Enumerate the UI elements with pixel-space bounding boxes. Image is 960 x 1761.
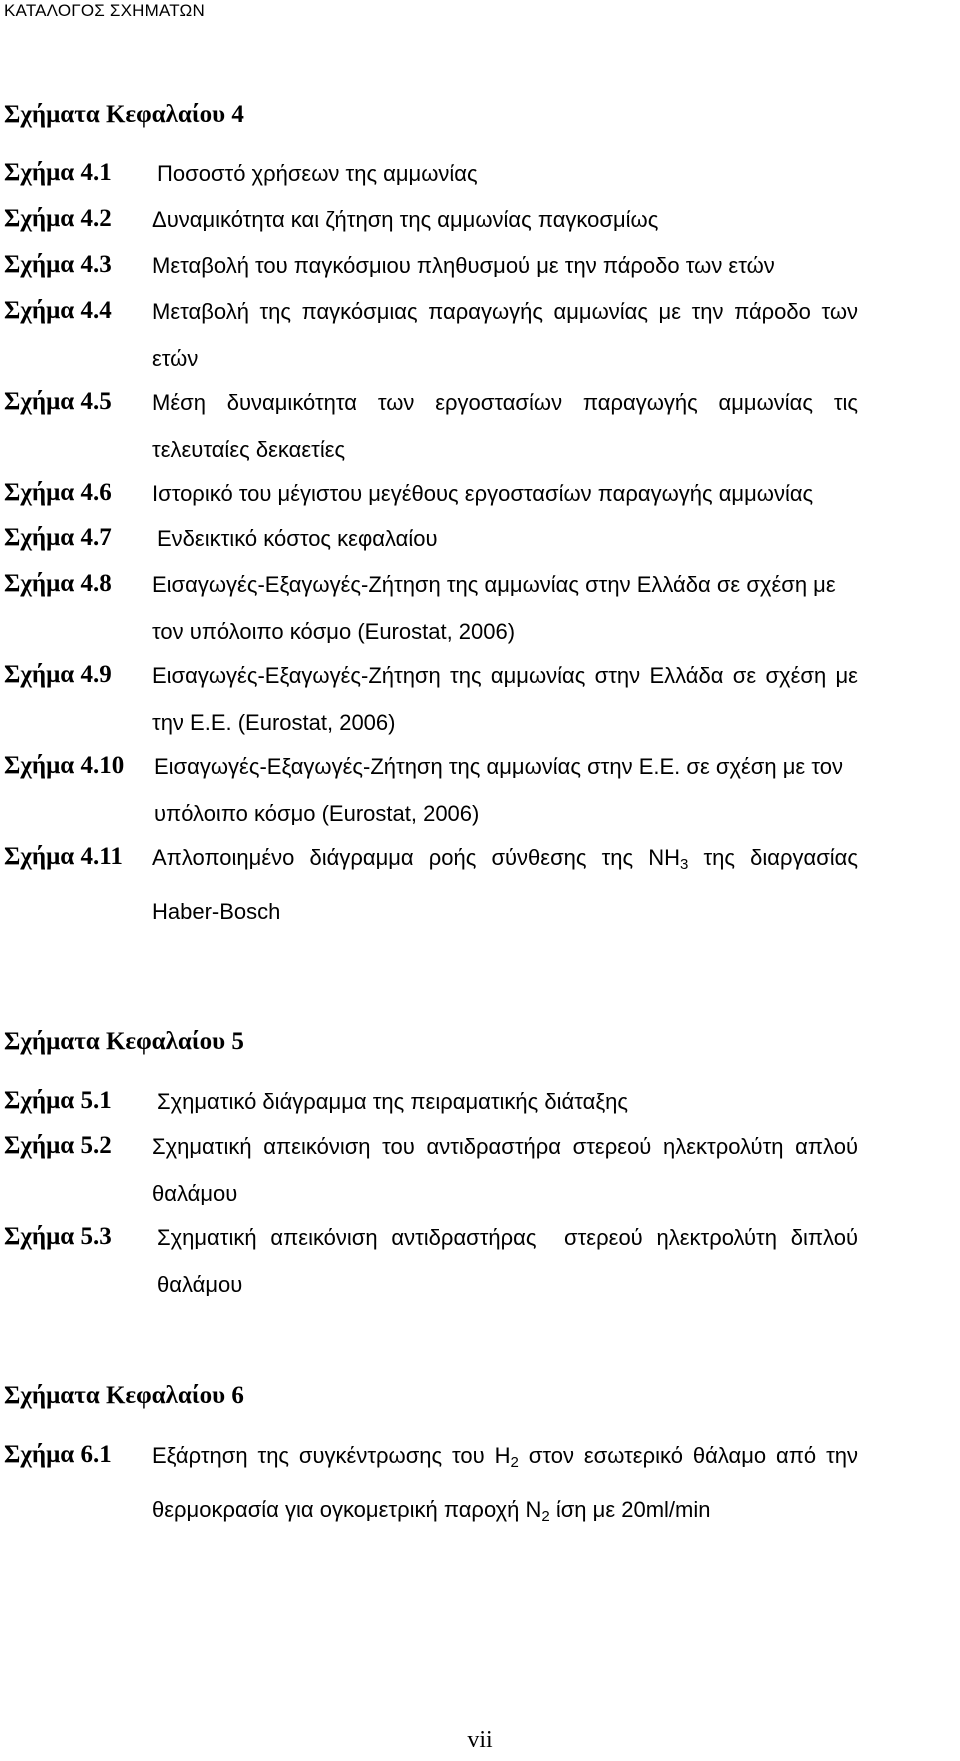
section-title-chapter-6: Σχήματα Κεφαλαίου 6 [4,1382,244,1409]
figure-label: Σχήμα 6.1 [4,1441,112,1468]
figure-label: Σχήμα 4.6 [4,479,112,506]
figure-label: Σχήμα 4.4 [4,297,112,324]
figure-label: Σχήμα 4.9 [4,661,112,688]
page-number [0,1727,960,1754]
figure-caption [152,1432,858,1540]
figure-label: Σχήμα 4.2 [4,205,112,232]
figure-caption: Μεταβολή του παγκόσμιου πληθυσμού με την πάροδο των ετών [152,253,775,278]
figure-label: Σχήμα 4.8 [4,570,112,597]
caption-text: στον εσωτερικό θάλαμο από την θερμοκρασία για ογκομετρική παροχή Ν [152,1443,858,1522]
figure-label: Σχήμα 4.5 [4,388,112,415]
subscript: 2 [541,1508,550,1525]
figure-caption: Εισαγωγές-Εξαγωγές-Ζήτηση της αμμωνίας στην Ε.Ε. σε σχέση με τον υπόλοιπο κόσμο (Eurostat, 2006) [154,754,843,826]
figure-caption: Σχηματικό διάγραμμα της πειραματικής διάταξης [157,1089,629,1114]
figure-label: Σχήμα 5.1 [4,1087,112,1114]
subscript: 2 [510,1454,519,1471]
caption-text: Απλοποιημένο διάγραμμα ροής σύνθεσης της ΝΗ [152,845,681,870]
figure-caption: Ενδεικτικό κόστος κεφαλαίου [157,526,438,551]
figure-caption: Ποσοστό χρήσεων της αμμωνίας [157,161,478,186]
figure-caption: Δυναμικότητα και ζήτηση της αμμωνίας παγκοσμίως [152,207,659,232]
figure-caption: Σχηματική απεικόνιση του αντιδραστήρα στερεού ηλεκτρολύτη απλού θαλάμου [152,1134,858,1206]
caption-text: Εξάρτηση της συγκέντρωσης του Η [152,1443,511,1468]
subscript: 3 [680,856,689,873]
section-title-chapter-4: Σχήματα Κεφαλαίου 4 [4,101,244,128]
figure-label: Σχήμα 4.1 [4,159,112,186]
caption-text: της διαργασίας Haber-Bosch [152,845,858,924]
page-header: ΚΑΤΑΛΟΓΟΣ ΣΧΗΜΑΤΩΝ [4,1,205,20]
figure-caption: Μεταβολή της παγκόσμιας παραγωγής αμμωνίας με την πάροδο των ετών [152,299,858,371]
figure-label: Σχήμα 4.11 [4,843,123,870]
page-number-text: vii [467,1727,493,1753]
figure-caption: Μέση δυναμικότητα των εργοστασίων παραγωγής αμμωνίας τις τελευταίες δεκαετίες [152,390,858,462]
figure-label: Σχήμα 5.2 [4,1132,112,1159]
figure-label: Σχήμα 5.3 [4,1223,112,1250]
figure-label: Σχήμα 4.7 [4,524,112,551]
section-title-chapter-5: Σχήματα Κεφαλαίου 5 [4,1028,244,1055]
figure-label: Σχήμα 4.3 [4,251,112,278]
figure-caption [152,834,858,935]
figure-label: Σχήμα 4.10 [4,752,125,779]
figure-caption: Εισαγωγές-Εξαγωγές-Ζήτηση της αμμωνίας στην Ελλάδα σε σχέση με τον υπόλοιπο κόσμο (Eurostat, 2006) [152,572,836,644]
figure-caption: Σχηματική απεικόνιση αντιδραστήρας στερεού ηλεκτρολύτη διπλού θαλάμου [157,1225,865,1297]
caption-text: ίση με 20ml/min [549,1497,711,1522]
figure-caption: Εισαγωγές-Εξαγωγές-Ζήτηση της αμμωνίας στην Ελλάδα σε σχέση με την Ε.Ε. (Eurostat, 2006) [152,663,858,735]
figure-caption: Ιστορικό του μέγιστου μεγέθους εργοστασίων παραγωγής αμμωνίας [152,481,814,506]
